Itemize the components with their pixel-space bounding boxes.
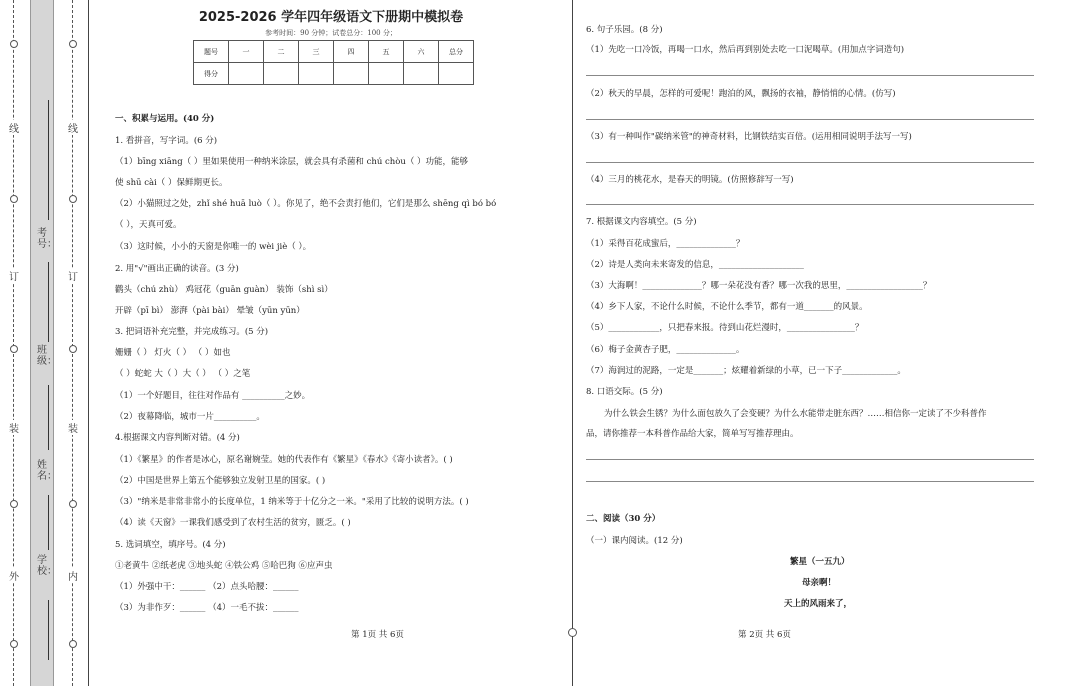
binding-hole-icon (69, 40, 77, 48)
score-cell[interactable] (229, 63, 264, 85)
exam-title: 2025-2026 学年四年级语文下册期中模拟卷 (198, 10, 464, 25)
page-footer: 第 2页 共 6页 (738, 630, 791, 640)
binding-strip (30, 0, 57, 686)
score-cell[interactable] (439, 63, 474, 85)
answer-line[interactable] (586, 204, 1034, 205)
score-header: 三 (299, 41, 334, 63)
question-line: 姗姗（ ） 灯火（ ） （ ）如也 (115, 348, 231, 358)
question-line: （7）海润过的泥路，一定是_______；炫耀着新绿的小草，已一下子_____________。 (586, 366, 906, 376)
question-line: 6. 句子乐园。(8 分) (586, 25, 663, 35)
question-line: （一）课内阅读。(12 分) (586, 536, 683, 546)
score-header: 一 (229, 41, 264, 63)
question-line: （ ），天真可爱。 (115, 220, 182, 230)
binding-label: 订 (68, 268, 78, 283)
question-line: 开辟（pī bì） 澎湃（pài bài） 晕皱（yūn yūn） (115, 306, 305, 316)
binding-hole-icon (10, 640, 18, 648)
question-line: （4）读《天窗》一课我们感受到了农村生活的贫穷，匮乏。( ) (115, 518, 351, 528)
answer-line[interactable] (586, 459, 1034, 460)
question-line: （1）外强中干：______ （2）点头哈腰：______ (115, 582, 299, 592)
binding-hole-icon (10, 40, 18, 48)
score-header: 二 (264, 41, 299, 63)
section-heading: 二、阅读（30 分） (586, 514, 661, 524)
poem-line: 母亲啊！ (802, 578, 837, 588)
poem-line: 天上的风雨来了， (784, 599, 853, 609)
score-header: 四 (334, 41, 369, 63)
binding-hole-icon (69, 500, 77, 508)
binding-hole-icon (10, 500, 18, 508)
question-line: 1. 看拼音，写字词。(6 分) (115, 136, 218, 146)
question-line: 使 shū cài（ ）保鲜期更长。 (115, 178, 228, 188)
score-table (193, 40, 474, 85)
question-line: ①老黄牛 ②纸老虎 ③地头蛇 ④铁公鸡 ⑤哈巴狗 ⑥应声虫 (115, 561, 333, 571)
question-line: （6）梅子金黄杏子肥，______________。 (586, 345, 745, 355)
binding-label: 外 (9, 568, 19, 583)
field-line (48, 495, 49, 550)
page-divider (572, 0, 573, 686)
page-footer: 第 1页 共 6页 (351, 630, 404, 640)
binding-hole-icon (10, 345, 18, 353)
question-line: （1）bīng xiāng（ ）里如果使用一种纳米涂层，就会具有杀菌和 chú chòu（ ）功能，能够 (115, 157, 469, 167)
question-line: （2）诗是人类向未来寄发的信息，____________________ (586, 260, 804, 270)
question-line: （3）有一种叫作"碳纳米管"的神奇材料，比钢铁结实百倍。(运用相同说明手法写一写) (586, 132, 912, 142)
question-line: 品，请你推荐一本科普作品给大家，简单写写推荐理由。 (586, 429, 799, 439)
question-line: （2）夜幕降临，城市一片__________。 (115, 412, 265, 422)
binding-label: 线 (68, 120, 78, 135)
binding-hole-icon (10, 195, 18, 203)
score-cell[interactable] (264, 63, 299, 85)
score-row-label: 得分 (194, 63, 229, 85)
binding-hole-icon (69, 345, 77, 353)
binding-margin (0, 0, 88, 686)
question-line: （2）小猫照过之处，zhǐ shé huā luò（ ）。你见了，绝不会责打他们，它们是那么 shēng qì bó bó (115, 199, 497, 209)
field-line (48, 385, 49, 450)
exam-subtitle: 参考时间：90 分钟；试卷总分：100 分； (265, 29, 397, 37)
binding-label: 线 (9, 120, 19, 135)
question-line: 4.根据课文内容判断对错。(4 分) (115, 433, 240, 443)
answer-line[interactable] (586, 162, 1034, 163)
question-line: （3）大海啊！______________？哪一朵花没有香？哪一次我的思里，__________________？ (586, 281, 932, 291)
question-line: 鹳头（chú zhù） 鸡冠花（guān guàn） 装饰（shì sì） (115, 285, 333, 295)
question-line: 3. 把词语补充完整，并完成练习。(5 分) (115, 327, 269, 337)
binding-label: 订 (9, 268, 19, 283)
score-header: 五 (369, 41, 404, 63)
score-header: 六 (404, 41, 439, 63)
answer-line[interactable] (586, 481, 1034, 482)
binding-label: 装 (9, 420, 19, 435)
question-line: （1）先吃一口冷饭，再喝一口水，然后再到别处去吃一口泥喝草。(用加点字词造句) (586, 45, 905, 55)
question-line: （2）秋天的早晨，怎样的可爱呢！跑泊的风，飘扬的衣袖，静悄悄的心情。(仿写) (586, 89, 896, 99)
binding-hole-icon (69, 195, 77, 203)
score-cell[interactable] (299, 63, 334, 85)
question-line: 为什么铁会生锈？为什么面包放久了会变硬？为什么水能带走脏东西？……相信你一定读了不少科普作 (604, 409, 987, 419)
school-label: 学校： (37, 555, 57, 577)
question-line: （1）采得百花成蜜后，______________？ (586, 239, 745, 249)
question-line: 2. 用"√"画出正确的读音。(3 分) (115, 264, 239, 274)
poem-title: 繁星（一五九） (790, 557, 850, 567)
page-1 (88, 0, 573, 686)
question-line: （4）乡下人家，不论什么时候，不论什么季节，都有一道_______的风景。 (586, 302, 868, 312)
question-line: （4）三月的桃花水，是春天的明镜。(仿照修辞写一写) (586, 175, 794, 185)
question-line: 8. 口语交际。(5 分) (586, 387, 663, 397)
name-label: 姓名： (37, 460, 57, 482)
question-line: （3）"纳米是非常非常小的长度单位，1 纳米等于十亿分之一米。"采用了比较的说明方法。( ) (115, 497, 469, 507)
class-label: 班级： (37, 345, 57, 367)
question-line: （3）这时候，小小的天窗是你唯一的 wèi jiè（ ）。 (115, 242, 312, 252)
score-cell[interactable] (369, 63, 404, 85)
question-line: （2）中国是世界上第五个能够独立发射卫星的国家。( ) (115, 476, 326, 486)
field-line (48, 600, 49, 660)
answer-line[interactable] (586, 75, 1034, 76)
field-line (48, 262, 49, 342)
question-line: （5）____________，只把春来报。待到山花烂漫时，________________？ (586, 323, 864, 333)
section-heading: 一、积累与运用。(40 分) (115, 114, 215, 124)
question-line: 5. 选词填空，填序号。(4 分) (115, 540, 226, 550)
question-line: （1）一个好题目，往往对作品有 __________之妙。 (115, 391, 311, 401)
field-line (48, 100, 49, 220)
dashed-cut-line-inner (72, 0, 73, 686)
page-2 (574, 0, 1080, 686)
binding-hole-icon (69, 640, 77, 648)
score-header: 题号 (194, 41, 229, 63)
exam-number-label: 考号： (37, 228, 57, 250)
question-line: （1）《繁星》的作者是冰心，原名谢婉莹。她的代表作有《繁星》《春水》《寄小读者》。( ) (115, 455, 453, 465)
question-line: （3）为非作歹：______ （4）一毛不拔：______ (115, 603, 299, 613)
question-line: 7. 根据课文内容填空。(5 分) (586, 217, 697, 227)
question-line: （ ）蛇蛇 大（ ）大（ ） （ ）之笔 (115, 369, 251, 379)
score-cell[interactable] (334, 63, 369, 85)
binding-label: 装 (68, 420, 78, 435)
answer-line[interactable] (586, 119, 1034, 120)
score-cell[interactable] (404, 63, 439, 85)
binding-label: 内 (68, 568, 78, 583)
dashed-cut-line-outer (13, 0, 14, 686)
score-header: 总分 (439, 41, 474, 63)
